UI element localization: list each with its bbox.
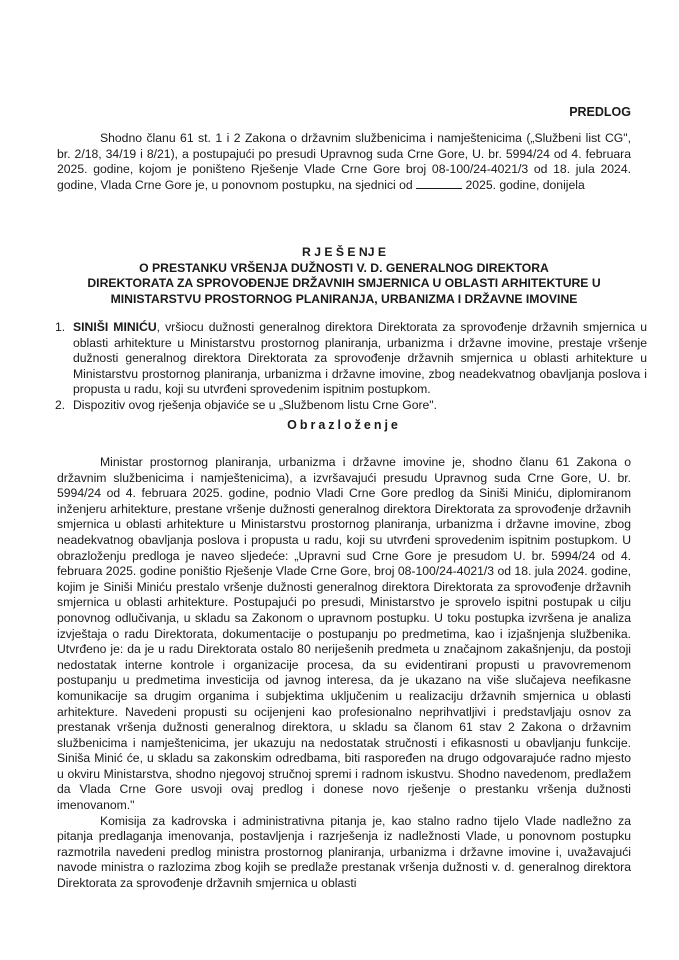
item-number: 2. <box>55 397 66 412</box>
reasoning-section <box>57 455 631 892</box>
session-date-blank <box>416 178 462 189</box>
proposal-label: PREDLOG <box>569 105 631 119</box>
decision-items <box>57 320 647 414</box>
intro-text-end: 2025. godine, donijela <box>465 177 585 192</box>
decision-title-line-1: O PRESTANKU VRŠENJA DUŽNOSTI V. D. GENERALNOG DIREKTORA <box>139 260 549 275</box>
decision-item-2 <box>55 397 647 414</box>
reasoning-heading: Obrazloženje <box>287 418 401 432</box>
decision-title-line-3: MINISTARSTVU PROSTORNOG PLANIRANJA, URBANIZMA I DRŽAVNE IMOVINE <box>110 291 578 306</box>
item-text: , vršiocu dužnosti generalnog direktora Direktorata za sprovođenje državnih smjernica u oblasti arhitekture u Ministarstvu prostornog planiranja, urbanizma i državne imovine, prestaje vršenje dužnosti generalnog direktora Direktorata za sprovođenje državnih smjernica u oblasti arhitekture u Ministarstvu prostornog planiranja, urbanizma i državne imovine, zbog neadekvatnog obavljanja poslova i propusta u radu, koji su utvrđeni sprovedenim ispitnim postupkom. <box>73 320 647 397</box>
item-number: 1. <box>55 320 66 334</box>
item-text: Dispozitiv ovog rješenja objaviće se u „Službenom listu Crne Gore". <box>73 397 438 412</box>
decision-heading: R J E Š E NJ E <box>302 245 386 259</box>
intro-paragraph <box>57 131 631 193</box>
item-name: SINIŠI MINIĆU <box>73 320 157 334</box>
reasoning-paragraph-2: Komisija za kadrovska i administrativna pitanja je, kao stalno radno tijelo Vlade nadležno za pitanja predlaganja imenovanja, postavljenja i razrješenja iz nadležnosti Vlade, u ponovnom postupku razmotrila navedeni predlog ministra prostornog planiranja, urbanizma i državne imovine i, uvažavajući navode ministra o razlozima zbog kojih se predlaže prestanak vršenja dužnosti v. d. generalnog direktora Direktorata za sprovođenje državnih smjernica u oblasti <box>57 813 631 891</box>
decision-item-1 <box>55 320 647 398</box>
decision-title-line-2: DIREKTORATA ZA SPROVOĐENJE DRŽAVNIH SMJERNICA U OBLASTI ARHITEKTURE U <box>87 276 601 291</box>
reasoning-paragraph-1: Ministar prostornog planiranja, urbanizma i državne imovine je, shodno članu 61 Zakona o državnim službenicima i namještenicima), a izvršavajući presudu Upravnog suda Crne Gore, U. br. 5994/24 od 4. februara 2025. godine, podnio Vladi Crne Gore predlog da Siniši Miniću, diplomiranom inženjeru arhitekture, prestane vršenje dužnosti generalnog direktora Direktorata za sprovođenje državnih smjernica u oblasti arhitekture u Ministarstvu prostornog planiranja, urbanizma i državne imovine, zbog neadekvatnog obavljanja poslova i propusta u radu, koji su utvrđeni sprovedenim ispitnim postupkom. U obrazloženju predloga je naveo sljedeće: „Upravni sud Crne Gore je presudom U. br. 5994/24 od 4. februara 2025. godine poništio Rješenje Vlade Crne Gore, broj 08-100/24-4021/3 od 18. jula 2024. godine, kojim je Siniši Miniću prestalo vršenje dužnosti generalnog direktora Direktorata za sprovođenje državnih smjernica u oblasti arhitekture. Postupajući po presudi, Ministarstvo je sprovelo ispitni postupak u cilju ponovnog odlučivanja, u skladu sa Zakonom o upravnom postupku. U toku postupka izvršena je analiza izvještaja o radu Direktorata, dokumentacije o postupanju po predmetima, kao i izjašnjenja službenika. Utvrđeno je: da je u radu Direktorata ostalo 80 neriješenih predmeta u značajnom zakašnjenju, da postoji nedostatak interne kontrole i organizacije procesa, da su evidentirani propusti u pravovremenom postupanju u predmetima investicija od javnog interesa, da je ukazano na više slučajeva neefikasne komunikacije sa drugim organima i subjektima uključenim u realizaciju državnih smjernica u oblasti arhitekture. Navedeni propusti su ocijenjeni kao profesionalno neprihvatljivi i predstavljaju osnov za prestanak vršenja dužnosti generalnog direktora, u skladu sa članom 61 stav 2 Zakona o državnim službenicima i namještenicima, jer ukazuju na nedostatak stručnosti i efikasnosti u obavljanju funkcije. Siniša Minić će, u skladu sa zakonskim odredbama, biti raspoređen na drugo odgovarajuće radno mjesto u okviru Ministarstva, shodno njegovoj stručnoj spremi i radnom iskustvu. Shodno navedenom, predlažem da Vlada Crne Gore usvoji ovaj predlog i donese novo rješenje o prestanku vršenja dužnosti imenovanom." <box>57 455 631 813</box>
decision-title <box>57 245 631 307</box>
intro-text: Shodno članu 61 st. 1 i 2 Zakona o državnim službenicima i namještenicima („Službeni list CG", br. 2/18, 34/19 i 8/21), a postupajući po presudi Upravnog suda Crne Gore, U. br. 5994/24 od 4. februara 2025. godine, kojom je poništeno Rješenje Vlade Crne Gore broj 08-100/24-4021/3 od 18. jula 2024. godine, Vlada Crne Gore je, u ponovnom postupku, na sjednici od <box>57 131 631 192</box>
